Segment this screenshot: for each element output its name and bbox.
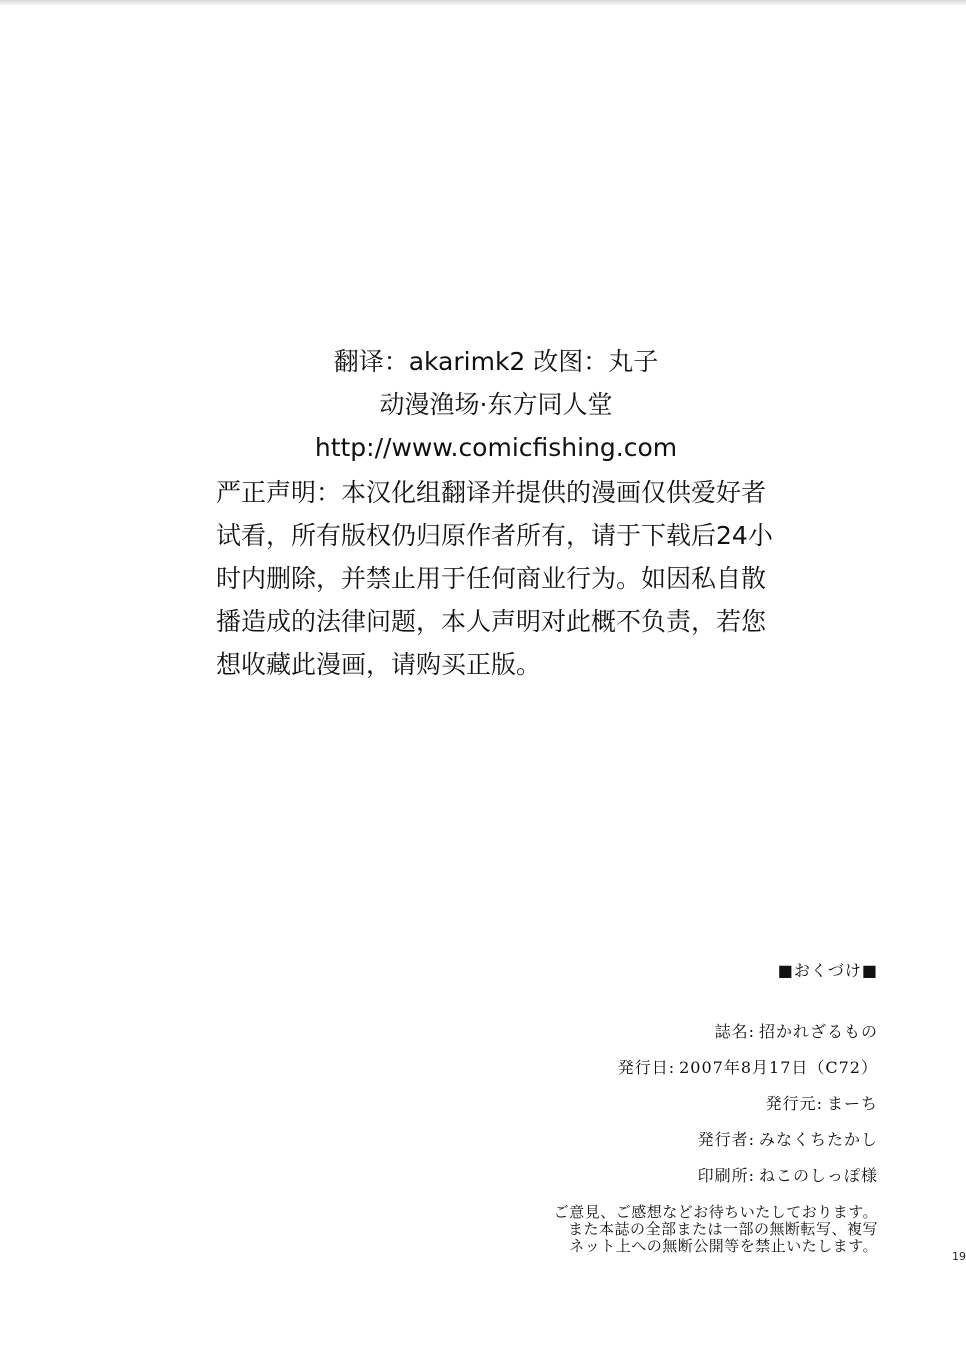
- colophon-value: 2007年8月17日（C72）: [679, 1058, 878, 1077]
- colophon-label: 誌名:: [714, 1022, 755, 1041]
- colophon-value: 招かれざるもの: [758, 1022, 878, 1041]
- translator-credit: 翻译：akarimk2 改图：丸子: [333, 347, 659, 376]
- translation-credits: [216, 340, 776, 686]
- colophon-value: みなくちたかし: [758, 1130, 878, 1149]
- colophon-label: 発行者:: [697, 1130, 755, 1149]
- colophon-row-issuer: [458, 1122, 878, 1158]
- colophon-row-date: [458, 1050, 878, 1086]
- colophon-row-title: [458, 1014, 878, 1050]
- group-website: http://www.comicfishing.com: [314, 433, 678, 462]
- scan-edge: [0, 0, 966, 6]
- colophon-label: 発行元:: [765, 1094, 823, 1113]
- notice-line: また本誌の全部または一部の無断転写、複写: [567, 1220, 878, 1238]
- colophon-value: まーち: [826, 1094, 878, 1113]
- colophon-row-printer: [458, 1158, 878, 1194]
- group-name: 动漫渔场·东方同人堂: [379, 390, 613, 419]
- page-number: 19: [952, 1250, 966, 1263]
- colophon-label: 印刷所:: [697, 1166, 755, 1185]
- colophon-value: ねこのしっぽ様: [758, 1166, 878, 1185]
- disclaimer-text: 严正声明：本汉化组翻译并提供的漫画仅供爱好者试看，所有版权仍归原作者所有，请于下载后24小时内删除，并禁止用于任何商业行为。如因私自散播造成的法律问题，本人声明对此概不负责，若您想收藏此漫画，请购买正版。: [216, 478, 773, 679]
- colophon-label: 発行日:: [617, 1058, 676, 1077]
- notice-line: ネット上への無断公開等を禁止いたします。: [569, 1237, 878, 1255]
- colophon: [458, 958, 878, 1255]
- copyright-notice: [458, 1204, 878, 1255]
- colophon-row-publisher: [458, 1086, 878, 1122]
- notice-line: ご意見、ご感想などお待ちいたしております。: [553, 1203, 878, 1221]
- colophon-title: ■おくづけ■: [777, 961, 878, 980]
